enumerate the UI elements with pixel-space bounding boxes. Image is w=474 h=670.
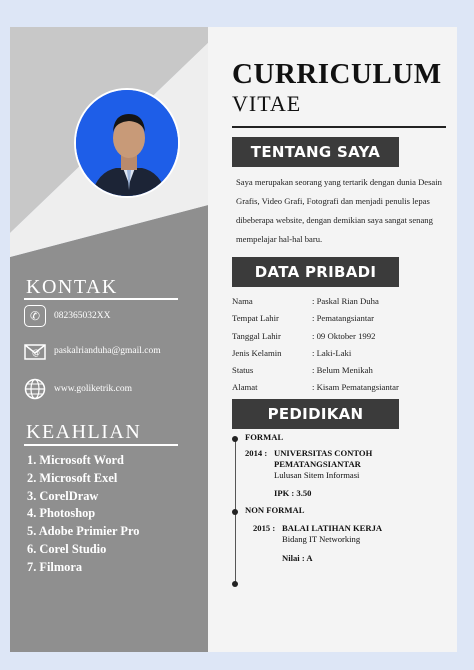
title-divider <box>232 126 446 128</box>
row-label: Nama <box>232 296 253 306</box>
contact-website: www.goliketrik.com <box>54 384 133 394</box>
contact-divider <box>24 298 178 300</box>
row-value: : 09 Oktober 1992 <box>312 330 376 341</box>
row-label: Alamat <box>232 382 258 393</box>
about-text: Saya merupakan seorang yang tertarik dengan dunia Desain Grafis, Video Grafi, Fotografi dan menjadi penulis lepas dibeberapa website, dengan demikian saya sangat senang mempelajar hal-hal baru. <box>236 177 442 244</box>
contact-email: paskalrianduha@gmail.com <box>54 346 161 356</box>
nonformal-score: Nilai : A <box>282 553 313 563</box>
skill-item: 7. Filmora <box>27 559 83 574</box>
timeline-dot <box>232 436 238 442</box>
email-icon <box>24 341 46 363</box>
personal-row <box>232 296 399 313</box>
contact-heading: KONTAK <box>26 276 118 298</box>
globe-icon <box>24 378 46 400</box>
skill-item: 5. Adobe Primier Pro <box>27 524 140 539</box>
nonformal-year: 2015 : <box>253 523 276 533</box>
person-silhouette-icon <box>76 90 180 198</box>
education-heading: PEDIDIKAN <box>232 399 399 429</box>
formal-year: 2014 : <box>245 448 268 458</box>
nonformal-label: NON FORMAL <box>245 505 305 515</box>
formal-school-line1: UNIVERSITAS CONTOH <box>274 448 373 458</box>
formal-major: Lulusan Sitem Informasi <box>274 470 360 480</box>
formal-school-line2: PEMATANGSIANTAR <box>274 459 361 469</box>
skill-item: 1. Microsoft Word <box>27 453 124 467</box>
personal-data-table <box>232 296 399 400</box>
personal-row <box>232 313 399 330</box>
timeline-end-dot <box>232 581 238 587</box>
personal-row <box>232 348 399 365</box>
skill-item: 2. Microsoft Exel <box>27 470 118 485</box>
row-value: : Pematangsiantar <box>312 313 375 324</box>
row-label: Tanggal Lahir <box>232 330 281 341</box>
skill-item: 4. Photoshop <box>27 506 96 521</box>
nonformal-major: Bidang IT Networking <box>282 534 361 544</box>
contact-phone: 082365032XX <box>54 311 111 321</box>
cv-subtitle: VITAE <box>232 91 302 116</box>
row-value: : Kisam Pematangsiantar <box>312 382 399 393</box>
skill-item: 3. CorelDraw <box>27 488 99 503</box>
skills-divider <box>24 444 178 446</box>
row-value: : Laki-Laki <box>312 347 352 358</box>
svg-text:@: @ <box>32 348 40 357</box>
phone-icon: ✆ <box>24 305 46 327</box>
profile-photo <box>74 88 180 198</box>
skills-heading: KEAHLIAN <box>26 421 142 443</box>
personal-row <box>232 365 399 382</box>
about-heading: TENTANG SAYA <box>232 137 399 167</box>
row-label: Status <box>232 365 254 376</box>
row-label: Jenis Kelamin <box>232 347 282 358</box>
skill-item: 6. Corel Studio <box>27 541 107 556</box>
personal-row <box>232 331 399 348</box>
personal-row <box>232 382 399 399</box>
timeline-dot <box>232 509 238 515</box>
formal-label: FORMAL <box>245 432 284 442</box>
nonformal-school: BALAI LATIHAN KERJA <box>282 523 383 533</box>
cv-title: CURRICULUM <box>232 58 442 90</box>
row-value: : Belum Menikah <box>312 365 373 376</box>
personal-data-heading: DATA PRIBADI <box>232 257 399 287</box>
skills-list <box>27 452 139 577</box>
row-value: : Paskal Rian Duha <box>312 296 379 306</box>
formal-score: IPK : 3.50 <box>274 488 312 498</box>
row-label: Tempat Lahir <box>232 313 279 324</box>
